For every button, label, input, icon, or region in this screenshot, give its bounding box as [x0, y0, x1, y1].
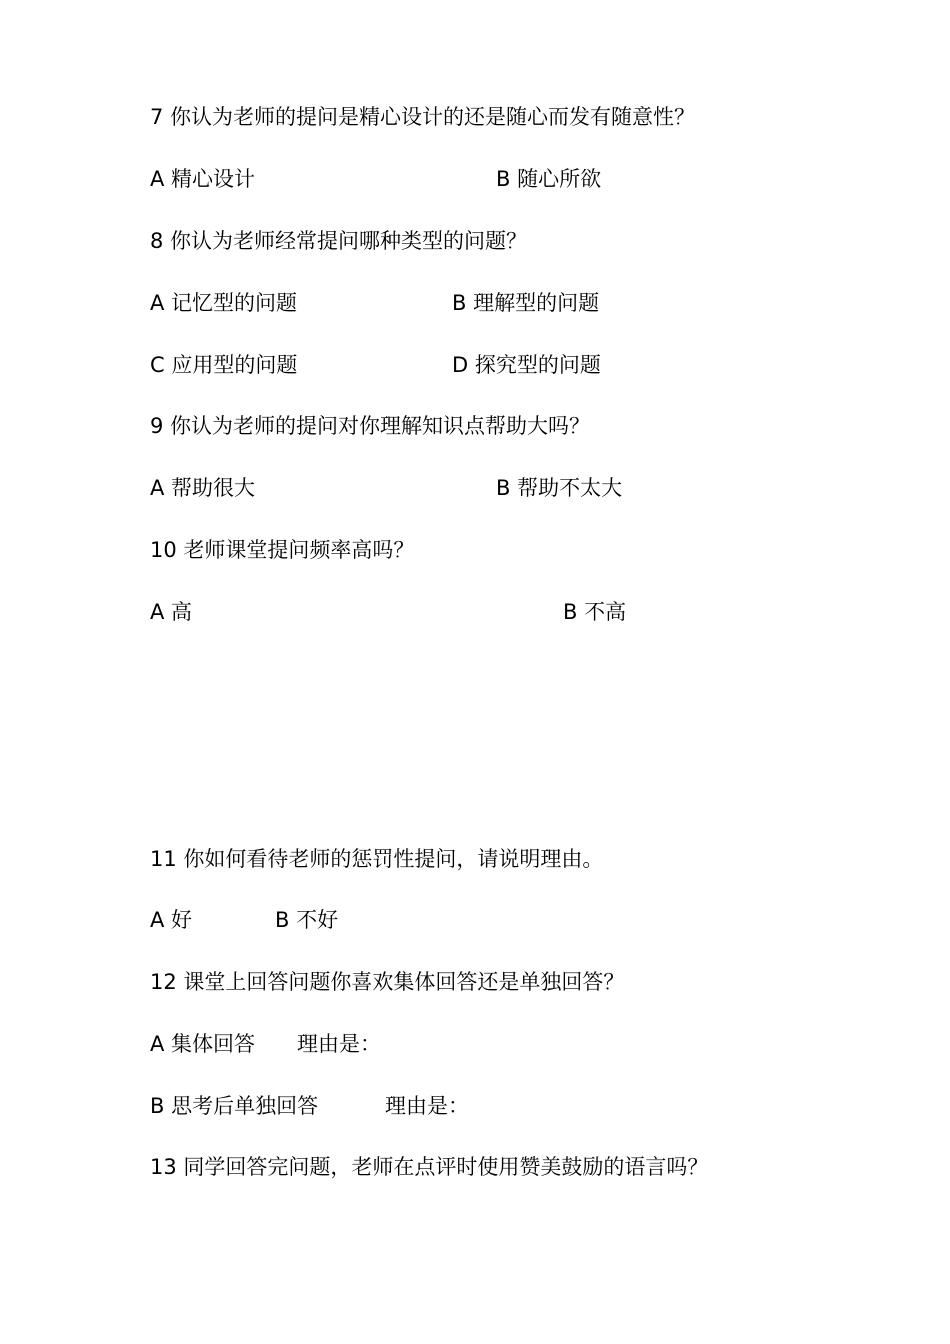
question-10: 10 老师课堂提问频率高吗？ [150, 538, 415, 562]
question-12: 12 课堂上回答问题你喜欢集体回答还是单独回答？ [150, 970, 625, 994]
question-11: 11 你如何看待老师的惩罚性提问，请说明理由。 [150, 847, 604, 871]
option-b: B 不好 [275, 908, 339, 932]
option-b: B 随心所欲 [496, 167, 602, 191]
option-a: A 高 [150, 600, 193, 624]
option-b: B 思考后单独回答 [150, 1094, 319, 1118]
question-7: 7 你认为老师的提问是精心设计的还是随心而发有随意性？ [150, 105, 696, 129]
option-b: B 不高 [563, 600, 627, 624]
option-a: A 好 [150, 908, 193, 932]
option-b: B 理解型的问题 [452, 291, 600, 315]
question-13: 13 同学回答完问题，老师在点评时使用赞美鼓励的语言吗？ [150, 1155, 709, 1179]
question-8: 8 你认为老师经常提问哪种类型的问题？ [150, 229, 528, 253]
option-d: D 探究型的问题 [452, 353, 601, 377]
option-a: A 集体回答 [150, 1032, 256, 1056]
question-9: 9 你认为老师的提问对你理解知识点帮助大吗？ [150, 414, 591, 438]
option-c: C 应用型的问题 [150, 353, 298, 377]
option-b-reason-label: 理由是： [385, 1094, 469, 1118]
option-a: A 帮助很大 [150, 476, 256, 500]
option-a: A 记忆型的问题 [150, 291, 298, 315]
option-a: A 精心设计 [150, 167, 256, 191]
option-b: B 帮助不太大 [496, 476, 623, 500]
option-a-reason-label: 理由是： [297, 1032, 381, 1056]
